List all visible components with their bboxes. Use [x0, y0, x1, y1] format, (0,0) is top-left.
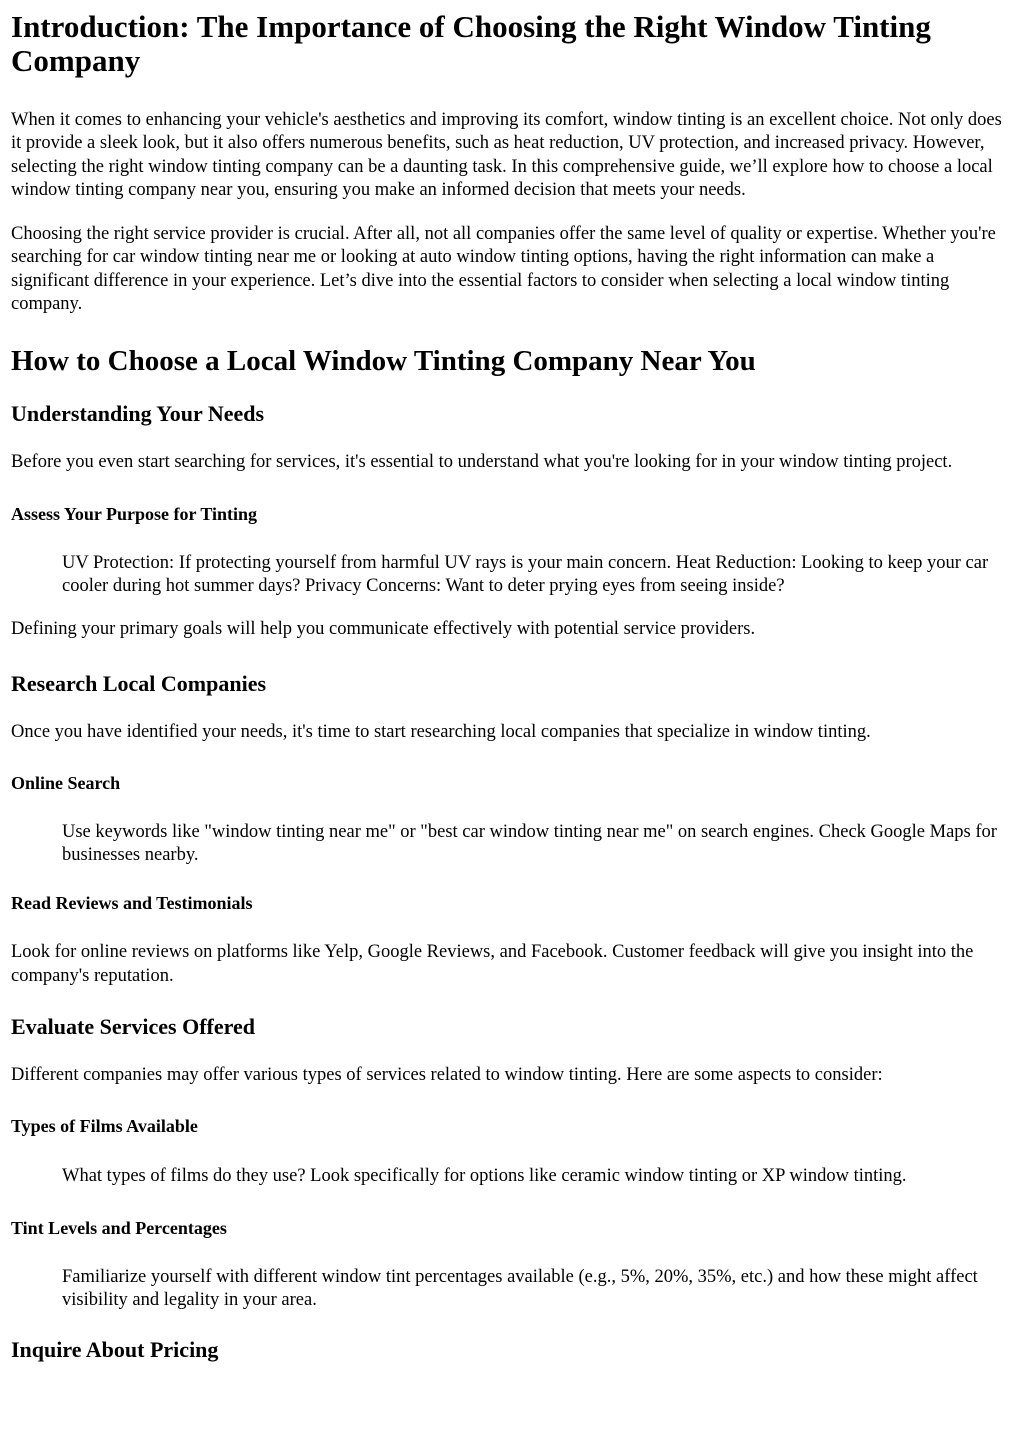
intro-paragraph-2: Choosing the right service provider is crucial. After all, not all companies offer the same level of quality or expertise. Whether you're searching for car window tinting near me or looking at auto window tinting options, having the right information can make a significant difference in your experience. Let’s dive into the essential factors to consider when selecting a local window tinting company. — [11, 224, 996, 315]
assess-purpose-quote: UV Protection: If protecting yourself from harmful UV rays is your main concern. Heat Reduction: Looking to keep your car cooler during hot summer days? Privacy Concerns: Want to deter prying eyes from seeing inside? — [62, 552, 989, 596]
services-paragraph: Different companies may offer various types of services related to window tinting. Here are some aspects to consider: — [11, 1065, 883, 1086]
films-quote: What types of films do they use? Look specifically for options like ceramic window tinting or XP window tinting. — [62, 1166, 907, 1187]
choose-company-heading: How to Choose a Local Window Tinting Company Near You — [11, 345, 756, 378]
understanding-needs-heading: Understanding Your Needs — [11, 401, 265, 427]
research-paragraph: Once you have identified your needs, it's time to start researching local companies that specialize in window tinting. — [11, 721, 871, 742]
tint-levels-heading: Tint Levels and Percentages — [11, 1217, 227, 1238]
reviews-paragraph: Look for online reviews on platforms like Yelp, Google Reviews, and Facebook. Customer feedback will give you insight into the company's reputation. — [11, 942, 974, 986]
films-heading: Types of Films Available — [11, 1116, 198, 1137]
services-heading: Evaluate Services Offered — [11, 1014, 255, 1040]
pricing-heading: Inquire About Pricing — [11, 1337, 219, 1363]
intro-heading: Introduction: The Importance of Choosing the Right Window Tinting Company — [11, 9, 931, 78]
online-search-quote: Use keywords like "window tinting near me" or "best car window tinting near me" on search engines. Check Google Maps for businesses nearby. — [62, 821, 997, 866]
assess-purpose-heading: Assess Your Purpose for Tinting — [11, 503, 258, 524]
article — [0, 10, 1024, 1363]
defining-goals-paragraph: Defining your primary goals will help you communicate effectively with potential service providers. — [11, 619, 756, 640]
tint-levels-quote: Familiarize yourself with different window tint percentages available (e.g., 5%, 20%, 35%, etc.) and how these might affect visibility and legality in your area. — [62, 1266, 978, 1310]
research-heading: Research Local Companies — [11, 670, 267, 696]
online-search-heading: Online Search — [11, 772, 121, 793]
reviews-heading: Read Reviews and Testimonials — [11, 893, 253, 914]
understanding-needs-paragraph: Before you even start searching for services, it's essential to understand what you're looking for in your window tinting project. — [11, 452, 953, 473]
intro-paragraph-1: When it comes to enhancing your vehicle's aesthetics and improving its comfort, window tinting is an excellent choice. Not only does it provide a sleek look, but it also offers numerous benefits, such as heat reduction, UV protection, and increased privacy. However, selecting the right window tinting company can be a daunting task. In this comprehensive guide, we’ll explore how to choose a local window tinting company near you, ensuring you make an informed decision that meets your needs. — [11, 110, 1002, 200]
